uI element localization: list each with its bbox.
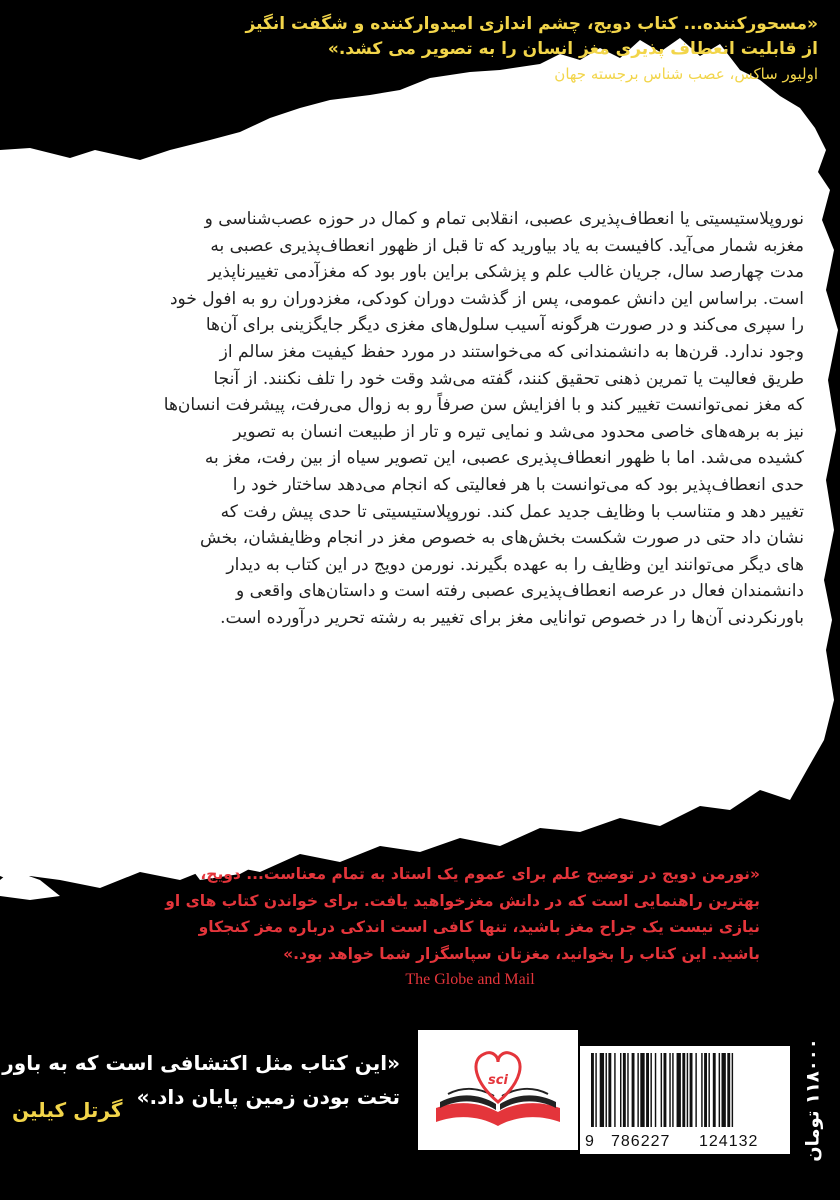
description-line: باورنکردنی آن‌ها را در خصوص توانایی مغز برای تغییر به رشته تحریر درآورده است. — [220, 607, 804, 628]
isbn-group-2: 124132 — [699, 1133, 759, 1150]
barcode-bar — [690, 1053, 693, 1127]
top-quote-author: اولیور ساکس، عصب شناس برجسته جهان — [554, 65, 818, 83]
description-line: تغییر دهد و متناسب با وظایف جدید عمل کند. نوروپلاستیسیتی تا حدی پیش رفت که — [220, 501, 804, 522]
description-line: که مغز نمی‌توانست تغییر کند و با افزایش سن صرفاً رو به زوال می‌رفت، پیشرفت انسان‌ها — [163, 395, 804, 416]
barcode-bar — [704, 1053, 707, 1127]
barcode-bar — [646, 1053, 649, 1127]
description-line: نوروپلاستیسیتی یا انعطاف‌پذیری عصبی، انقلابی تمام و کمال در حوزه عصب‌شناسی و — [204, 209, 804, 229]
footer-endorsement-quote — [0, 1028, 410, 1142]
barcode-bar — [695, 1053, 696, 1127]
bottom-quote-line-1: «نورمن دویج در توضیح علم برای عموم یک استاد به تمام معناست... دویج، — [200, 865, 760, 883]
barcode-bar — [600, 1053, 604, 1127]
barcode-bar — [620, 1053, 621, 1127]
barcode-bar — [655, 1053, 656, 1127]
barcode-bar — [595, 1053, 596, 1127]
bottom-quote-line-4: باشید. این کتاب را بخوانید، مغزتان سپاسگزار شما خواهد بود.» — [283, 944, 760, 963]
bottom-quote-line-3: نیازی نیست یک جراح مغز باشید، تنها کافی است اندکی درباره مغز کنجکاو — [198, 918, 760, 936]
barcode-bar — [664, 1053, 667, 1127]
bottom-quote-line-2: بهترین راهنمایی است که در دانش مغزخواهید یافت. برای خواندن کتاب های او — [165, 891, 760, 910]
barcode-bar — [727, 1053, 730, 1127]
top-endorsement-quote — [18, 12, 818, 87]
barcode-bar — [614, 1053, 615, 1127]
barcode-bar — [708, 1053, 709, 1127]
description-line: مغزبه شمار می‌آید. کافیست به یاد بیاورید که تا قبل از ظهور انعطاف‌پذیری عصبی به — [210, 235, 804, 256]
publisher-logo — [418, 1030, 578, 1150]
barcode-bar — [623, 1053, 626, 1127]
price-text: ۱۱۸۰۰۰ تومان — [802, 1038, 824, 1162]
footer-quote-line-2: تخت بودن زمین پایان داد.» — [136, 1085, 400, 1109]
isbn-prefix: 9 — [585, 1133, 595, 1150]
description-line: نشان داد حتی در صورت شکست بخش‌های به خصوص مغز در انجام وظایفشان، بخش — [200, 528, 804, 549]
description-line: حدی انعطاف‌پذیر بود که می‌توانست با هر فعالیتی که انجام می‌دهد ساختار خود را — [232, 474, 804, 495]
description-line: مدت چهارصد سال، جریان غالب علم و پزشکی براین باور بود که مغزآدمی تغییرناپذیر — [208, 262, 804, 283]
description-line: است. براساس این دانش عمومی، پس از گذشت دوران کودکی، مغزدوران رو به افول خود — [169, 288, 804, 309]
isbn-group-1: 786227 — [611, 1133, 671, 1150]
barcode-bar — [640, 1053, 644, 1127]
logo-text: sci — [488, 1073, 508, 1088]
footer-quote-line-1: «این کتاب مثل اکتشافی است که به باور — [2, 1051, 400, 1075]
barcode-bar — [661, 1053, 662, 1127]
barcode-bar — [591, 1053, 594, 1127]
description-line: های دیگر می‌توانند این وظایف را به عهده بگیرند. نورمن دویج در این کتاب به دیدار — [226, 554, 804, 575]
barcode-bar — [632, 1053, 635, 1127]
barcode-bar — [627, 1053, 628, 1127]
barcode-bar — [701, 1053, 702, 1127]
barcode-bar — [669, 1053, 670, 1127]
description-line: را سپری می‌کند و در صورت هرگونه آسیب سلول‌های مغزی دیگر جایگزینی برای آن‌ها — [205, 315, 804, 336]
barcode-bar — [687, 1053, 688, 1127]
barcode-bar — [682, 1053, 685, 1127]
barcode-bar — [606, 1053, 607, 1127]
book-description — [38, 206, 804, 632]
barcode-bar — [608, 1053, 611, 1127]
barcode-bar — [672, 1053, 673, 1127]
isbn-number — [581, 1133, 789, 1153]
barcode-bar — [719, 1053, 720, 1127]
description-line: دانشمندان فعال در عرصه انعطاف‌پذیری عصبی رفته است و داستان‌های واقعی و — [236, 581, 804, 602]
bottom-endorsement-quote — [140, 861, 760, 994]
description-line: کشیده می‌شد. اما با ظهور انعطاف‌پذیری عصبی، این تصویر سیاه از بین رفت، مغز به — [204, 448, 804, 469]
barcode-bar — [732, 1053, 733, 1127]
top-quote-line-1: «مسحورکننده... کتاب دویج، چشم اندازی امیدوارکننده و شگفت انگیز — [245, 14, 818, 34]
description-line: نیز به برهه‌های خاصی محدود می‌شد و نمایی تیره و تار از طبیعت انسان به تصویر — [233, 421, 804, 442]
barcode-bar — [677, 1053, 681, 1127]
description-line: طریق فعالیت یا تمرین ذهنی تحقیق کنند، گفته می‌شد وقت خود را تلف نکنند. از آنجا — [213, 368, 804, 389]
barcode-bars — [585, 1051, 785, 1131]
top-quote-line-2: از قابلیت انعطاف پذیری مغز انسان را به تصویر می کشد.» — [327, 39, 818, 59]
barcode-bar — [722, 1053, 726, 1127]
barcode-bar — [713, 1053, 716, 1127]
quote-source: The Globe and Mail — [405, 971, 535, 988]
barcode-bar — [637, 1053, 638, 1127]
isbn-barcode — [580, 1046, 790, 1154]
barcode-bar — [650, 1053, 651, 1127]
footer-quote-author: گرتل کیلین — [12, 1098, 123, 1122]
price-label — [790, 1040, 836, 1160]
description-line: وجود ندارد. قرن‌ها به دانشمندانی که می‌خواستند در مورد حفظ کیفیت مغز سالم از — [219, 341, 804, 362]
